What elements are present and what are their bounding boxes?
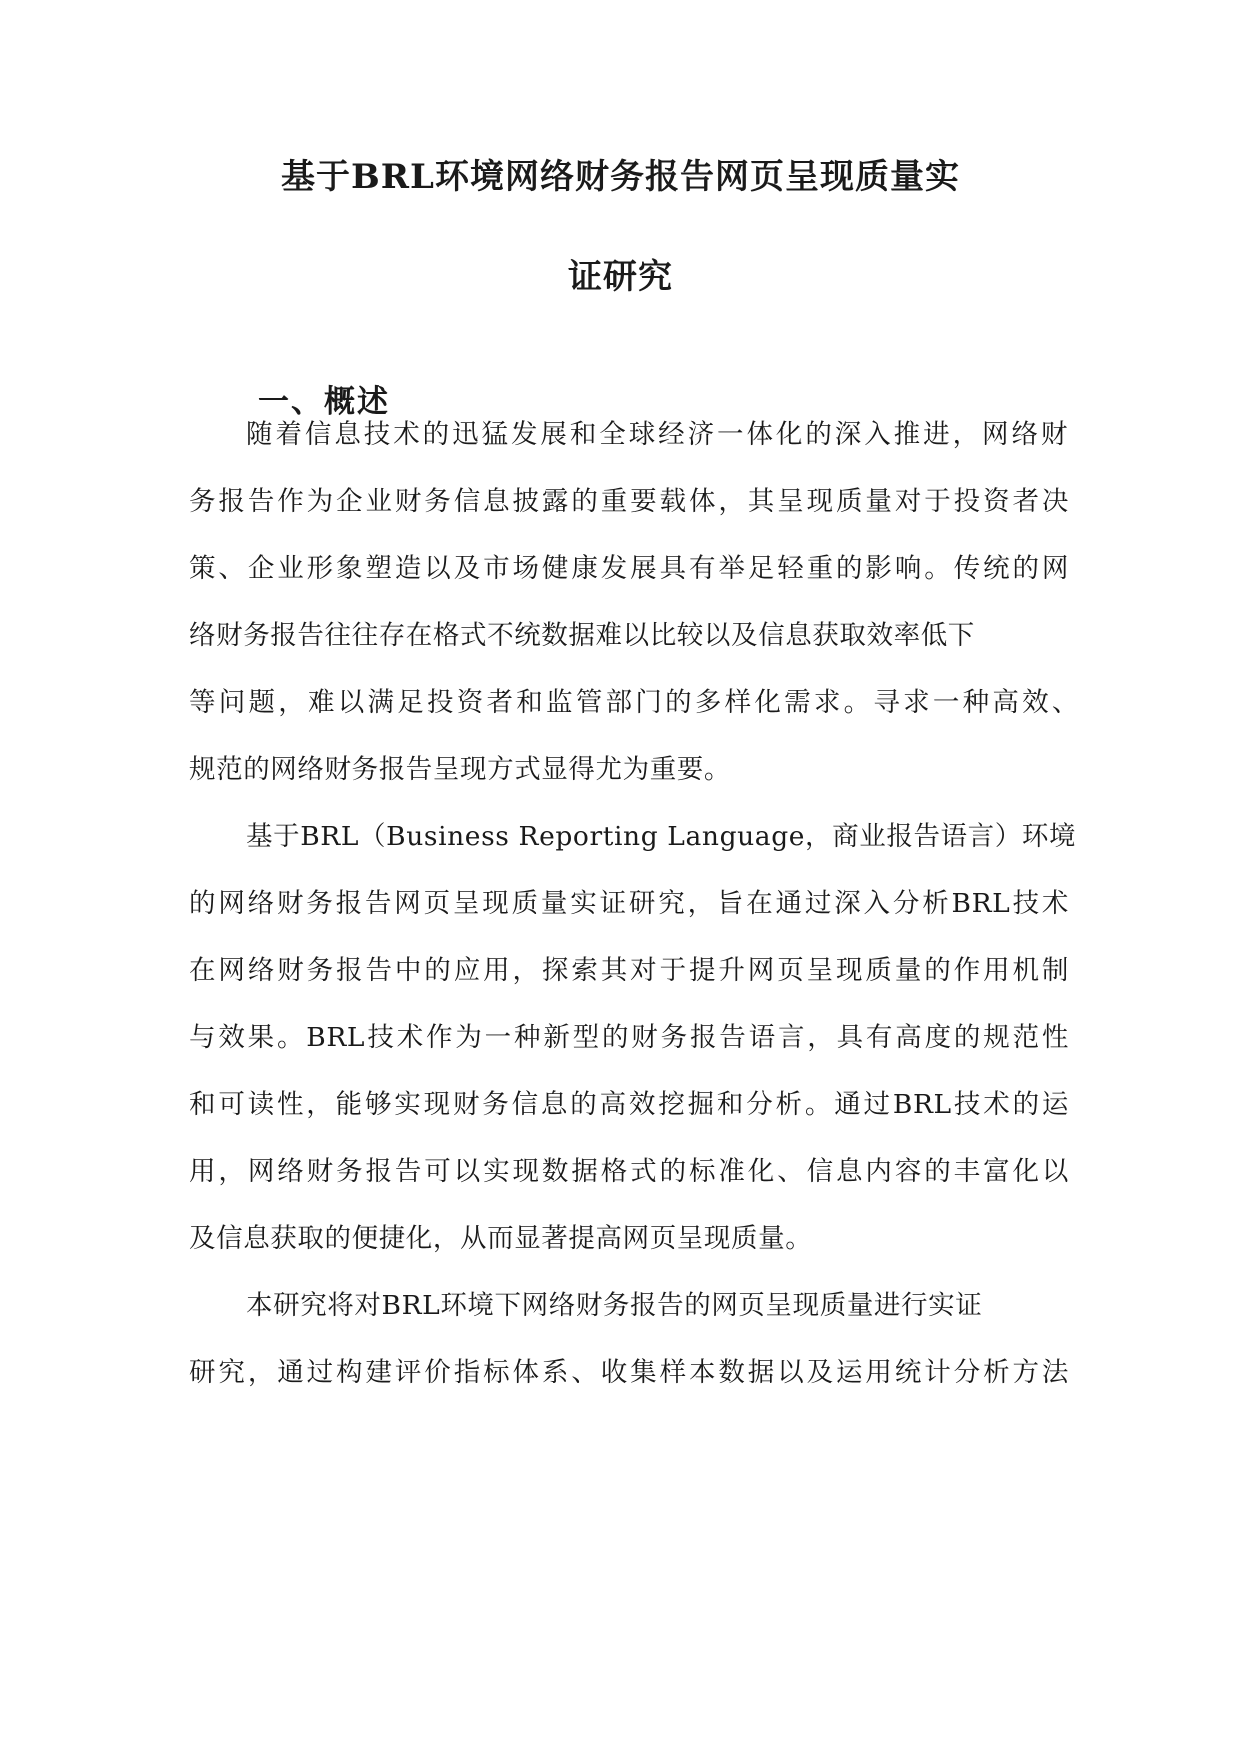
paragraph-2-line-6: 用，网络财务报告可以实现数据格式的标准化、信息内容的丰富化以 [189, 1156, 1069, 1187]
paragraph-3-line-1: 本研究将对BRL环境下网络财务报告的网页呈现质量进行实证 [246, 1290, 983, 1321]
paragraph-1-line-6: 规范的网络财务报告呈现方式显得尤为重要。 [189, 754, 731, 785]
document-title-line-1: 基于BRL环境网络财务报告网页呈现质量实 [281, 157, 960, 197]
paragraph-2-line-5: 和可读性，能够实现财务信息的高效挖掘和分析。通过BRL技术的运 [189, 1089, 1069, 1120]
paragraph-1-line-5: 等问题，难以满足投资者和监管部门的多样化需求。寻求一种高效、 [189, 687, 1079, 718]
document-title-line-2: 证研究 [568, 257, 673, 297]
paragraph-2-line-1: 基于BRL（Business Reporting Language，商业报告语言）环境 [246, 821, 1077, 852]
paragraph-1-line-1: 随着信息技术的迅猛发展和全球经济一体化的深入推进，网络财 [246, 419, 1068, 450]
paragraph-3-line-2: 研究，通过构建评价指标体系、收集样本数据以及运用统计分析方法 [189, 1357, 1069, 1388]
section-heading: 一、概述 [258, 384, 390, 420]
paragraph-2-line-2: 的网络财务报告网页呈现质量实证研究，旨在通过深入分析BRL技术 [189, 888, 1069, 919]
paragraph-1-line-2: 务报告作为企业财务信息披露的重要载体，其呈现质量对于投资者决 [189, 486, 1069, 517]
paragraph-1-line-4: 络财务报告往往存在格式不统数据难以比较以及信息获取效率低下 [189, 620, 975, 651]
paragraph-2-line-4: 与效果。BRL技术作为一种新型的财务报告语言，具有高度的规范性 [189, 1022, 1069, 1053]
paragraph-1-line-3: 策、企业形象塑造以及市场健康发展具有举足轻重的影响。传统的网 [189, 553, 1069, 584]
paragraph-2-line-3: 在网络财务报告中的应用，探索其对于提升网页呈现质量的作用机制 [189, 955, 1069, 986]
paragraph-2-line-7: 及信息获取的便捷化，从而显著提高网页呈现质量。 [189, 1223, 813, 1254]
